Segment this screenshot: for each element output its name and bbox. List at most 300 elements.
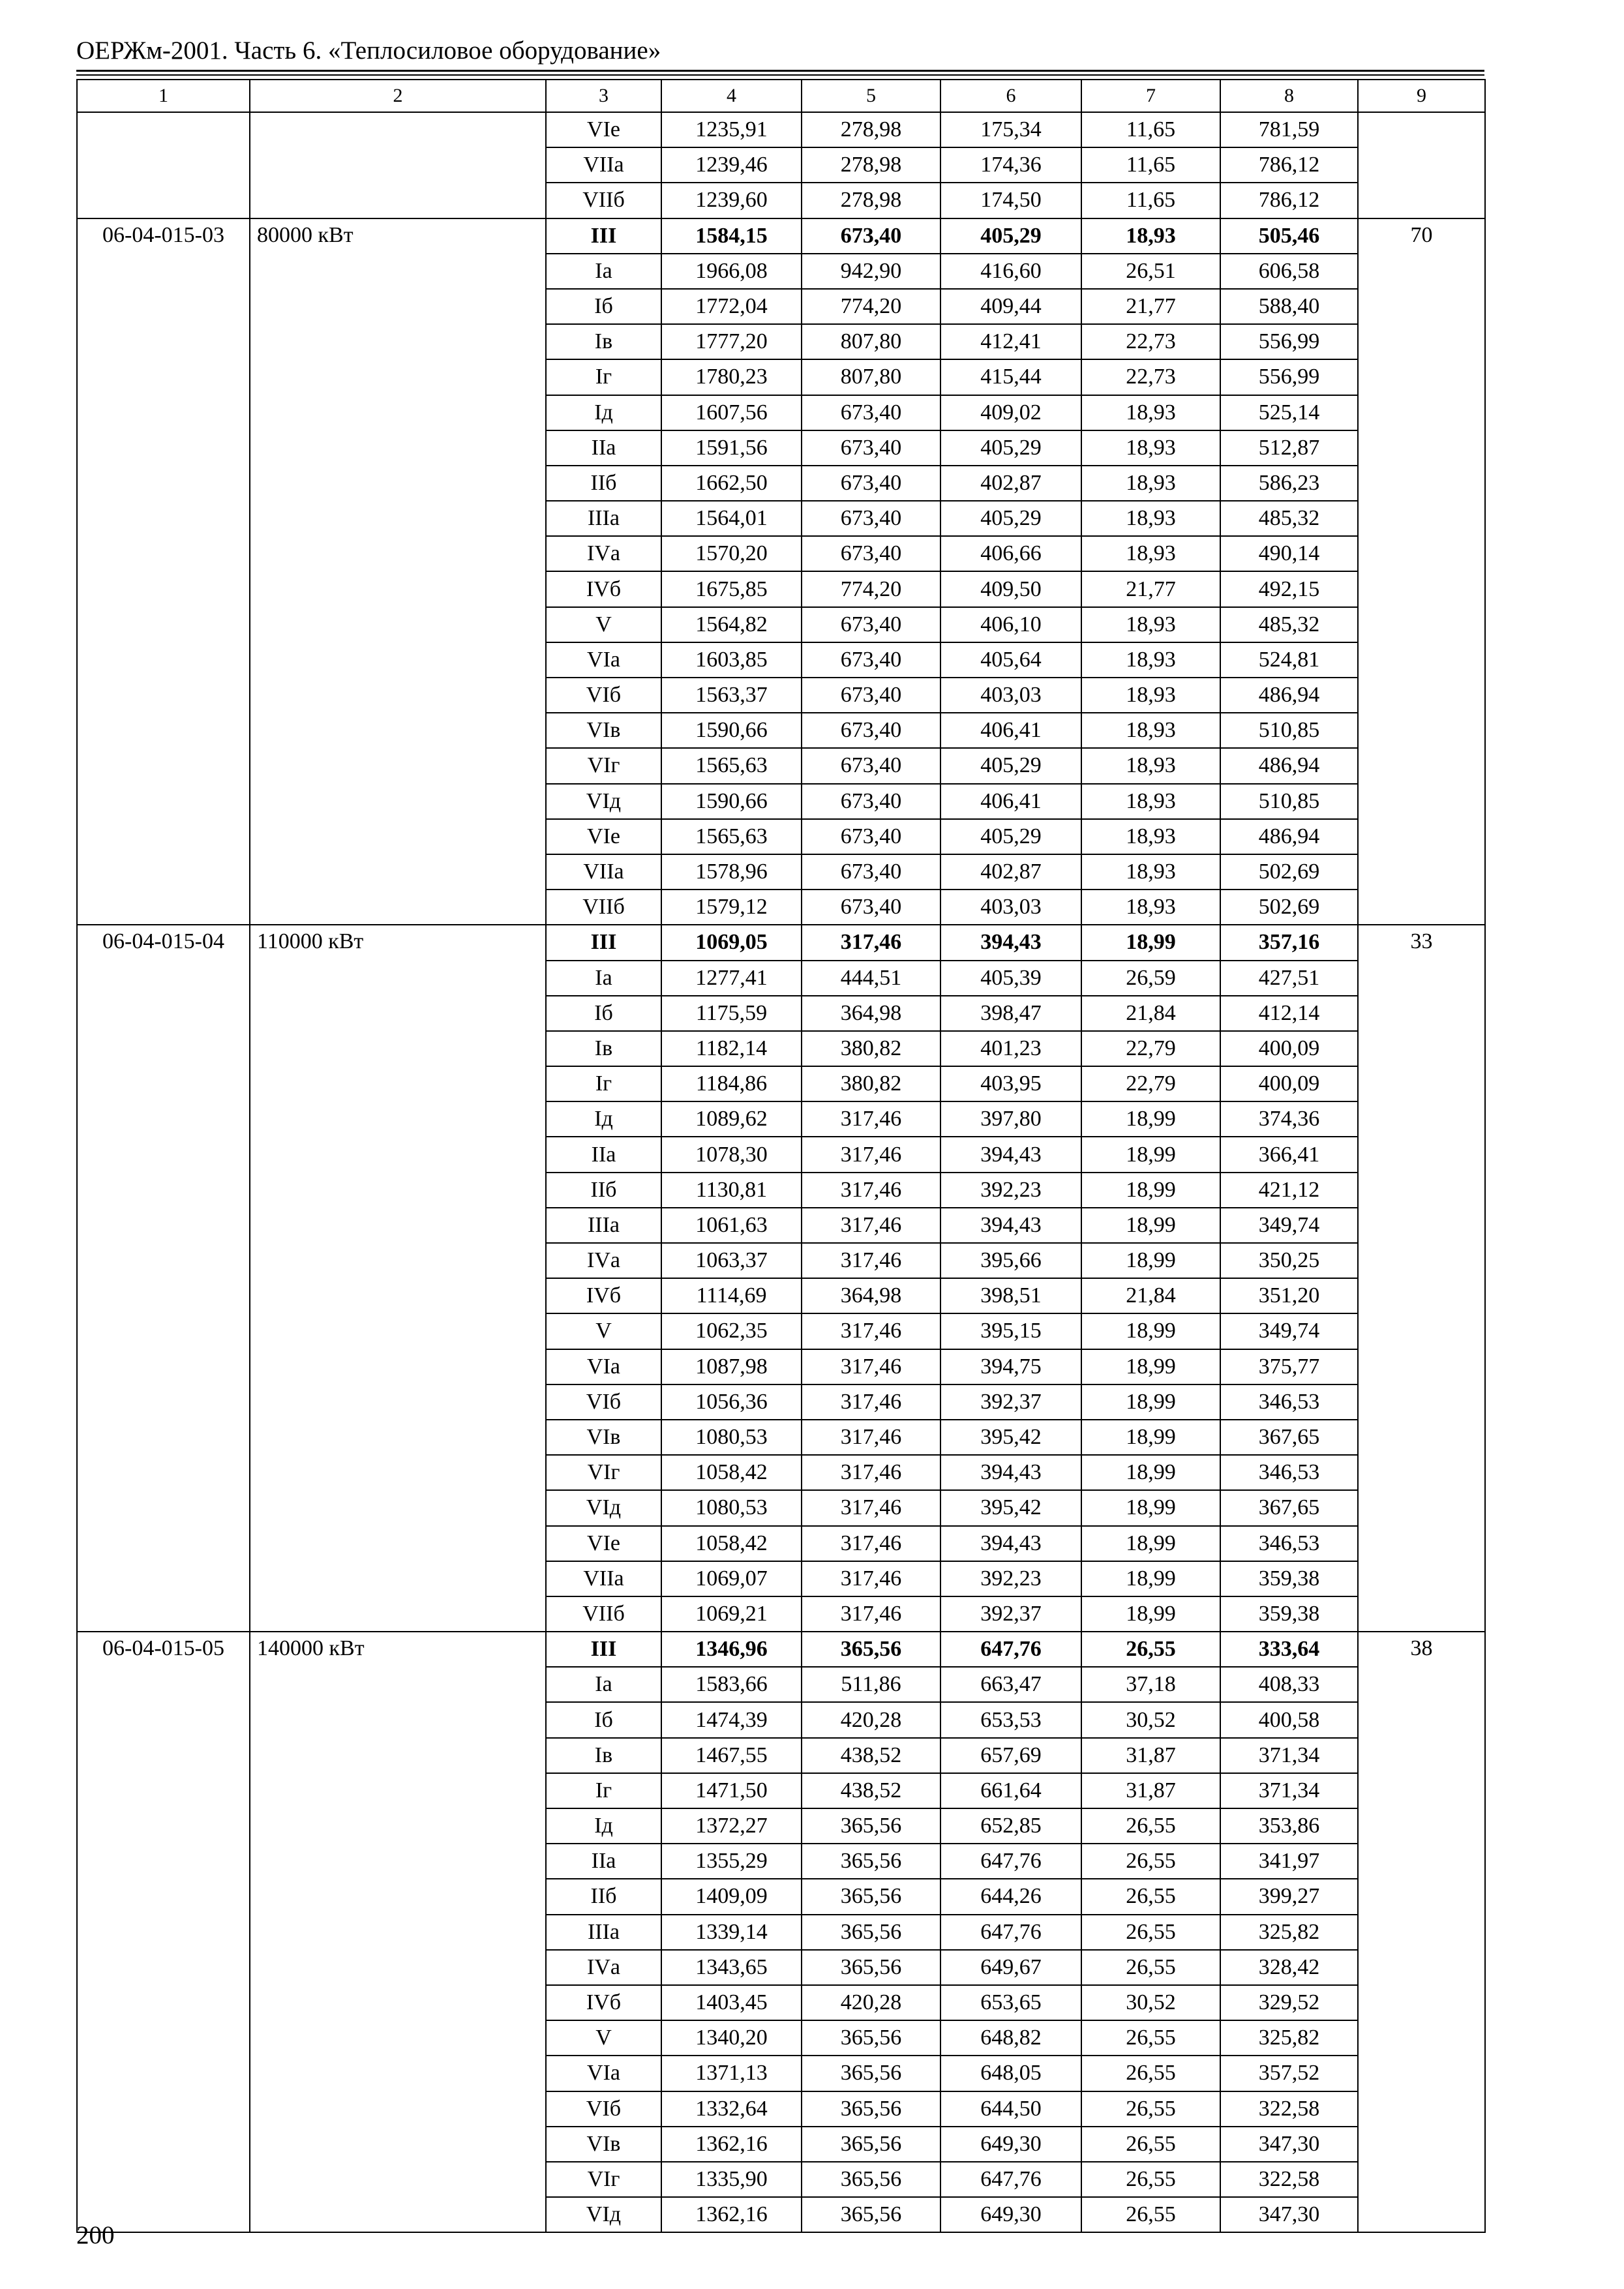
value-cell: 673,40 xyxy=(802,854,940,890)
value-cell: 394,75 xyxy=(940,1349,1081,1384)
variant-cell: IIIа xyxy=(546,501,661,536)
value-cell: 405,29 xyxy=(940,819,1081,854)
variant-cell: VIIа xyxy=(546,854,661,890)
value-cell: 394,43 xyxy=(940,1208,1081,1243)
value-cell: 359,38 xyxy=(1220,1596,1358,1632)
value-cell: 420,28 xyxy=(802,1702,940,1737)
value-cell: 405,29 xyxy=(940,501,1081,536)
value-cell: 406,66 xyxy=(940,536,1081,571)
value-cell: 364,98 xyxy=(802,996,940,1031)
value-cell: 1362,16 xyxy=(661,2127,802,2162)
value-cell: 18,93 xyxy=(1081,819,1220,854)
value-cell: 673,40 xyxy=(802,395,940,430)
description-cell: 110000 кВт xyxy=(250,925,546,1632)
value-cell: 1346,96 xyxy=(661,1632,802,1667)
value-cell: 18,99 xyxy=(1081,1420,1220,1455)
value-cell: 556,99 xyxy=(1220,324,1358,359)
value-cell: 1089,62 xyxy=(661,1101,802,1137)
value-cell: 403,03 xyxy=(940,890,1081,925)
value-cell: 365,56 xyxy=(802,1844,940,1879)
value-cell: 405,39 xyxy=(940,961,1081,996)
value-cell: 351,20 xyxy=(1220,1278,1358,1313)
value-cell: 653,65 xyxy=(940,1985,1081,2020)
value-cell: 365,56 xyxy=(802,1950,940,1985)
value-cell: 1069,05 xyxy=(661,925,802,960)
value-cell: 647,76 xyxy=(940,1844,1081,1879)
value-cell: 26,59 xyxy=(1081,961,1220,996)
value-cell: 341,97 xyxy=(1220,1844,1358,1879)
value-cell: 357,16 xyxy=(1220,925,1358,960)
value-cell: 18,99 xyxy=(1081,1349,1220,1384)
table-body xyxy=(77,112,1485,2232)
value-cell: 1239,46 xyxy=(661,147,802,183)
variant-cell: VIе xyxy=(546,1526,661,1561)
value-cell: 346,53 xyxy=(1220,1526,1358,1561)
value-cell: 673,40 xyxy=(802,430,940,466)
value-cell: 1339,14 xyxy=(661,1915,802,1950)
rate-code-cell: 06-04-015-03 xyxy=(77,218,250,925)
value-cell: 485,32 xyxy=(1220,607,1358,642)
value-cell: 392,37 xyxy=(940,1384,1081,1420)
value-cell: 22,79 xyxy=(1081,1031,1220,1066)
value-cell: 26,55 xyxy=(1081,1808,1220,1844)
value-cell: 364,98 xyxy=(802,1278,940,1313)
value-cell: 394,43 xyxy=(940,925,1081,960)
value-cell: 18,93 xyxy=(1081,536,1220,571)
value-cell: 406,10 xyxy=(940,607,1081,642)
value-cell: 444,51 xyxy=(802,961,940,996)
value-cell: 349,74 xyxy=(1220,1313,1358,1349)
value-cell: 652,85 xyxy=(940,1808,1081,1844)
value-cell: 317,46 xyxy=(802,1173,940,1208)
rates-table xyxy=(76,79,1486,2233)
value-cell: 502,69 xyxy=(1220,854,1358,890)
variant-cell: V xyxy=(546,2020,661,2056)
value-cell: 26,55 xyxy=(1081,1915,1220,1950)
value-cell: 18,99 xyxy=(1081,925,1220,960)
value-cell: 786,12 xyxy=(1220,147,1358,183)
column-header: 6 xyxy=(940,80,1081,112)
value-cell: 492,15 xyxy=(1220,571,1358,606)
value-cell: 490,14 xyxy=(1220,536,1358,571)
column-header: 1 xyxy=(77,80,250,112)
value-cell: 1772,04 xyxy=(661,289,802,324)
value-cell: 18,99 xyxy=(1081,1455,1220,1490)
value-cell: 26,55 xyxy=(1081,1632,1220,1667)
value-cell: 392,37 xyxy=(940,1596,1081,1632)
variant-cell: IVб xyxy=(546,571,661,606)
variant-cell: VIг xyxy=(546,2162,661,2197)
variant-cell: Iг xyxy=(546,359,661,395)
value-cell: 1062,35 xyxy=(661,1313,802,1349)
value-cell: 405,64 xyxy=(940,642,1081,678)
value-cell: 673,40 xyxy=(802,890,940,925)
value-cell: 1579,12 xyxy=(661,890,802,925)
value-cell: 317,46 xyxy=(802,1490,940,1525)
value-cell: 322,58 xyxy=(1220,2162,1358,2197)
value-cell: 22,73 xyxy=(1081,359,1220,395)
value-cell: 408,33 xyxy=(1220,1667,1358,1702)
value-cell: 374,36 xyxy=(1220,1101,1358,1137)
value-cell: 647,76 xyxy=(940,1632,1081,1667)
variant-cell: V xyxy=(546,607,661,642)
value-cell: 22,79 xyxy=(1081,1066,1220,1101)
value-cell: 1130,81 xyxy=(661,1173,802,1208)
value-cell: 1474,39 xyxy=(661,1702,802,1737)
column-header: 2 xyxy=(250,80,546,112)
variant-cell: Iв xyxy=(546,324,661,359)
value-cell: 807,80 xyxy=(802,359,940,395)
value-cell: 1675,85 xyxy=(661,571,802,606)
value-cell: 403,03 xyxy=(940,678,1081,713)
variant-cell: VIIб xyxy=(546,890,661,925)
value-cell: 405,29 xyxy=(940,430,1081,466)
value-cell: 403,95 xyxy=(940,1066,1081,1101)
value-cell: 402,87 xyxy=(940,466,1081,501)
value-cell: 346,53 xyxy=(1220,1384,1358,1420)
variant-cell: VIб xyxy=(546,1384,661,1420)
value-cell: 398,51 xyxy=(940,1278,1081,1313)
value-cell: 317,46 xyxy=(802,1420,940,1455)
value-cell: 1563,37 xyxy=(661,678,802,713)
value-cell: 317,46 xyxy=(802,1526,940,1561)
variant-cell: IVа xyxy=(546,1243,661,1278)
value-cell: 673,40 xyxy=(802,218,940,254)
value-cell: 1777,20 xyxy=(661,324,802,359)
value-cell: 1590,66 xyxy=(661,784,802,819)
value-cell: 18,99 xyxy=(1081,1208,1220,1243)
variant-cell: IIIа xyxy=(546,1915,661,1950)
column-header-row xyxy=(77,80,1485,112)
value-cell: 1662,50 xyxy=(661,466,802,501)
value-cell: 1584,15 xyxy=(661,218,802,254)
value-cell: 400,09 xyxy=(1220,1031,1358,1066)
variant-cell: VIв xyxy=(546,1420,661,1455)
value-cell: 365,56 xyxy=(802,2056,940,2091)
value-cell: 1578,96 xyxy=(661,854,802,890)
value-cell: 644,50 xyxy=(940,2091,1081,2127)
value-cell: 21,77 xyxy=(1081,571,1220,606)
value-cell: 380,82 xyxy=(802,1031,940,1066)
value-cell: 22,73 xyxy=(1081,324,1220,359)
value-cell: 1343,65 xyxy=(661,1950,802,1985)
value-cell: 174,50 xyxy=(940,183,1081,218)
variant-cell: Iд xyxy=(546,1808,661,1844)
value-cell: 18,93 xyxy=(1081,784,1220,819)
value-cell: 1362,16 xyxy=(661,2197,802,2232)
variant-cell: VIб xyxy=(546,678,661,713)
variant-cell: Iд xyxy=(546,395,661,430)
value-cell: 278,98 xyxy=(802,147,940,183)
value-cell: 392,23 xyxy=(940,1561,1081,1596)
column-header: 3 xyxy=(546,80,661,112)
value-cell: 317,46 xyxy=(802,1349,940,1384)
value-cell: 18,99 xyxy=(1081,1101,1220,1137)
variant-cell: III xyxy=(546,218,661,254)
value-cell: 1966,08 xyxy=(661,254,802,289)
value-cell: 1355,29 xyxy=(661,1844,802,1879)
value-cell: 1184,86 xyxy=(661,1066,802,1101)
variant-cell: Iв xyxy=(546,1031,661,1066)
value-cell: 1069,21 xyxy=(661,1596,802,1632)
value-cell: 510,85 xyxy=(1220,784,1358,819)
value-cell: 1371,13 xyxy=(661,2056,802,2091)
value-cell: 317,46 xyxy=(802,1455,940,1490)
value-cell: 1780,23 xyxy=(661,359,802,395)
value-cell: 365,56 xyxy=(802,2197,940,2232)
variant-cell: IIIа xyxy=(546,1208,661,1243)
value-cell: 1058,42 xyxy=(661,1526,802,1561)
value-cell: 1061,63 xyxy=(661,1208,802,1243)
value-cell: 18,93 xyxy=(1081,501,1220,536)
value-cell: 365,56 xyxy=(802,1915,940,1950)
variant-cell: VIа xyxy=(546,1349,661,1384)
value-cell: 427,51 xyxy=(1220,961,1358,996)
value-cell: 278,98 xyxy=(802,183,940,218)
value-cell: 18,99 xyxy=(1081,1243,1220,1278)
value-cell: 18,99 xyxy=(1081,1384,1220,1420)
value-cell: 317,46 xyxy=(802,925,940,960)
value-cell: 649,67 xyxy=(940,1950,1081,1985)
value-cell: 317,46 xyxy=(802,1384,940,1420)
value-cell: 556,99 xyxy=(1220,359,1358,395)
rate-code-cell xyxy=(77,112,250,218)
value-cell: 502,69 xyxy=(1220,890,1358,925)
value-cell: 18,93 xyxy=(1081,466,1220,501)
value-cell: 26,55 xyxy=(1081,1879,1220,1914)
column-header: 4 xyxy=(661,80,802,112)
variant-cell: V xyxy=(546,1313,661,1349)
column-header: 5 xyxy=(802,80,940,112)
variant-cell: Iа xyxy=(546,961,661,996)
value-cell: 485,32 xyxy=(1220,501,1358,536)
value-cell: 395,15 xyxy=(940,1313,1081,1349)
variant-cell: Iд xyxy=(546,1101,661,1137)
variant-cell: III xyxy=(546,925,661,960)
value-cell: 1467,55 xyxy=(661,1738,802,1773)
value-cell: 26,51 xyxy=(1081,254,1220,289)
value-cell: 18,99 xyxy=(1081,1313,1220,1349)
value-cell: 26,55 xyxy=(1081,1844,1220,1879)
value-cell: 648,05 xyxy=(940,2056,1081,2091)
variant-cell: VIе xyxy=(546,112,661,147)
value-cell: 371,34 xyxy=(1220,1738,1358,1773)
value-cell: 1087,98 xyxy=(661,1349,802,1384)
value-cell: 1565,63 xyxy=(661,819,802,854)
value-cell: 26,55 xyxy=(1081,2056,1220,2091)
variant-cell: VIд xyxy=(546,784,661,819)
value-cell: 346,53 xyxy=(1220,1455,1358,1490)
value-cell: 365,56 xyxy=(802,1632,940,1667)
value-cell: 1591,56 xyxy=(661,430,802,466)
column-9-cell: 33 xyxy=(1358,925,1485,1632)
value-cell: 26,55 xyxy=(1081,1950,1220,1985)
value-cell: 395,42 xyxy=(940,1490,1081,1525)
variant-cell: Iа xyxy=(546,1667,661,1702)
value-cell: 394,43 xyxy=(940,1455,1081,1490)
value-cell: 486,94 xyxy=(1220,748,1358,783)
header-rule xyxy=(76,70,1484,72)
value-cell: 18,93 xyxy=(1081,854,1220,890)
value-cell: 1332,64 xyxy=(661,2091,802,2127)
value-cell: 1372,27 xyxy=(661,1808,802,1844)
variant-cell: Iг xyxy=(546,1773,661,1808)
table-row xyxy=(77,925,1485,960)
value-cell: 1583,66 xyxy=(661,1667,802,1702)
table-row xyxy=(77,112,1485,147)
variant-cell: IVб xyxy=(546,1278,661,1313)
value-cell: 525,14 xyxy=(1220,395,1358,430)
value-cell: 21,84 xyxy=(1081,996,1220,1031)
value-cell: 673,40 xyxy=(802,642,940,678)
value-cell: 673,40 xyxy=(802,466,940,501)
variant-cell: Iб xyxy=(546,996,661,1031)
variant-cell: VIв xyxy=(546,2127,661,2162)
value-cell: 394,43 xyxy=(940,1137,1081,1172)
value-cell: 367,65 xyxy=(1220,1420,1358,1455)
value-cell: 1590,66 xyxy=(661,713,802,748)
value-cell: 31,87 xyxy=(1081,1738,1220,1773)
value-cell: 26,55 xyxy=(1081,2127,1220,2162)
value-cell: 375,77 xyxy=(1220,1349,1358,1384)
value-cell: 399,27 xyxy=(1220,1879,1358,1914)
value-cell: 26,55 xyxy=(1081,2162,1220,2197)
value-cell: 673,40 xyxy=(802,536,940,571)
value-cell: 1409,09 xyxy=(661,1879,802,1914)
value-cell: 26,55 xyxy=(1081,2020,1220,2056)
value-cell: 1080,53 xyxy=(661,1420,802,1455)
variant-cell: Iб xyxy=(546,1702,661,1737)
value-cell: 11,65 xyxy=(1081,147,1220,183)
table-row xyxy=(77,218,1485,254)
variant-cell: IIб xyxy=(546,1173,661,1208)
variant-cell: IVа xyxy=(546,536,661,571)
value-cell: 661,64 xyxy=(940,1773,1081,1808)
value-cell: 644,26 xyxy=(940,1879,1081,1914)
value-cell: 1069,07 xyxy=(661,1561,802,1596)
page-header: ОЕРЖм-2001. Часть 6. «Теплосиловое оборудование» xyxy=(76,37,661,65)
variant-cell: IIа xyxy=(546,1137,661,1172)
value-cell: 406,41 xyxy=(940,713,1081,748)
page-number: 200 xyxy=(76,2221,115,2249)
value-cell: 1080,53 xyxy=(661,1490,802,1525)
value-cell: 648,82 xyxy=(940,2020,1081,2056)
variant-cell: VIIб xyxy=(546,1596,661,1632)
value-cell: 438,52 xyxy=(802,1738,940,1773)
value-cell: 412,14 xyxy=(1220,996,1358,1031)
value-cell: 30,52 xyxy=(1081,1702,1220,1737)
value-cell: 26,55 xyxy=(1081,2091,1220,2127)
column-9-cell: 38 xyxy=(1358,1632,1485,2232)
value-cell: 653,53 xyxy=(940,1702,1081,1737)
variant-cell: VIе xyxy=(546,819,661,854)
value-cell: 412,41 xyxy=(940,324,1081,359)
value-cell: 325,82 xyxy=(1220,2020,1358,2056)
value-cell: 409,02 xyxy=(940,395,1081,430)
value-cell: 37,18 xyxy=(1081,1667,1220,1702)
value-cell: 359,38 xyxy=(1220,1561,1358,1596)
value-cell: 1182,14 xyxy=(661,1031,802,1066)
variant-cell: IIа xyxy=(546,1844,661,1879)
value-cell: 18,93 xyxy=(1081,218,1220,254)
value-cell: 942,90 xyxy=(802,254,940,289)
value-cell: 673,40 xyxy=(802,607,940,642)
value-cell: 663,47 xyxy=(940,1667,1081,1702)
value-cell: 486,94 xyxy=(1220,819,1358,854)
value-cell: 325,82 xyxy=(1220,1915,1358,1950)
value-cell: 673,40 xyxy=(802,678,940,713)
value-cell: 397,80 xyxy=(940,1101,1081,1137)
value-cell: 1175,59 xyxy=(661,996,802,1031)
value-cell: 347,30 xyxy=(1220,2197,1358,2232)
value-cell: 317,46 xyxy=(802,1313,940,1349)
value-cell: 486,94 xyxy=(1220,678,1358,713)
value-cell: 365,56 xyxy=(802,2020,940,2056)
rate-code-cell: 06-04-015-05 xyxy=(77,1632,250,2232)
column-9-cell xyxy=(1358,112,1485,218)
variant-cell: VIIа xyxy=(546,147,661,183)
value-cell: 18,99 xyxy=(1081,1561,1220,1596)
value-cell: 409,50 xyxy=(940,571,1081,606)
value-cell: 405,29 xyxy=(940,748,1081,783)
variant-cell: VIIб xyxy=(546,183,661,218)
value-cell: 317,46 xyxy=(802,1101,940,1137)
value-cell: 505,46 xyxy=(1220,218,1358,254)
value-cell: 1565,63 xyxy=(661,748,802,783)
value-cell: 400,58 xyxy=(1220,1702,1358,1737)
value-cell: 1471,50 xyxy=(661,1773,802,1808)
value-cell: 512,87 xyxy=(1220,430,1358,466)
value-cell: 1056,36 xyxy=(661,1384,802,1420)
value-cell: 673,40 xyxy=(802,784,940,819)
column-9-cell: 70 xyxy=(1358,218,1485,925)
value-cell: 26,55 xyxy=(1081,2197,1220,2232)
value-cell: 18,99 xyxy=(1081,1490,1220,1525)
value-cell: 1239,60 xyxy=(661,183,802,218)
value-cell: 1078,30 xyxy=(661,1137,802,1172)
value-cell: 1335,90 xyxy=(661,2162,802,2197)
variant-cell: VIа xyxy=(546,642,661,678)
value-cell: 365,56 xyxy=(802,1879,940,1914)
variant-cell: IVа xyxy=(546,1950,661,1985)
value-cell: 1114,69 xyxy=(661,1278,802,1313)
value-cell: 317,46 xyxy=(802,1137,940,1172)
value-cell: 329,52 xyxy=(1220,1985,1358,2020)
value-cell: 647,76 xyxy=(940,2162,1081,2197)
variant-cell: VIг xyxy=(546,1455,661,1490)
value-cell: 673,40 xyxy=(802,501,940,536)
header-rule xyxy=(76,74,1484,76)
value-cell: 673,40 xyxy=(802,748,940,783)
variant-cell: VIб xyxy=(546,2091,661,2127)
value-cell: 18,93 xyxy=(1081,607,1220,642)
value-cell: 421,12 xyxy=(1220,1173,1358,1208)
value-cell: 673,40 xyxy=(802,819,940,854)
value-cell: 365,56 xyxy=(802,2127,940,2162)
value-cell: 31,87 xyxy=(1081,1773,1220,1808)
description-cell xyxy=(250,112,546,218)
value-cell: 409,44 xyxy=(940,289,1081,324)
value-cell: 349,74 xyxy=(1220,1208,1358,1243)
value-cell: 18,93 xyxy=(1081,430,1220,466)
value-cell: 317,46 xyxy=(802,1208,940,1243)
value-cell: 524,81 xyxy=(1220,642,1358,678)
value-cell: 11,65 xyxy=(1081,183,1220,218)
variant-cell: Iв xyxy=(546,1738,661,1773)
value-cell: 511,86 xyxy=(802,1667,940,1702)
variant-cell: IVб xyxy=(546,1985,661,2020)
value-cell: 1340,20 xyxy=(661,2020,802,2056)
